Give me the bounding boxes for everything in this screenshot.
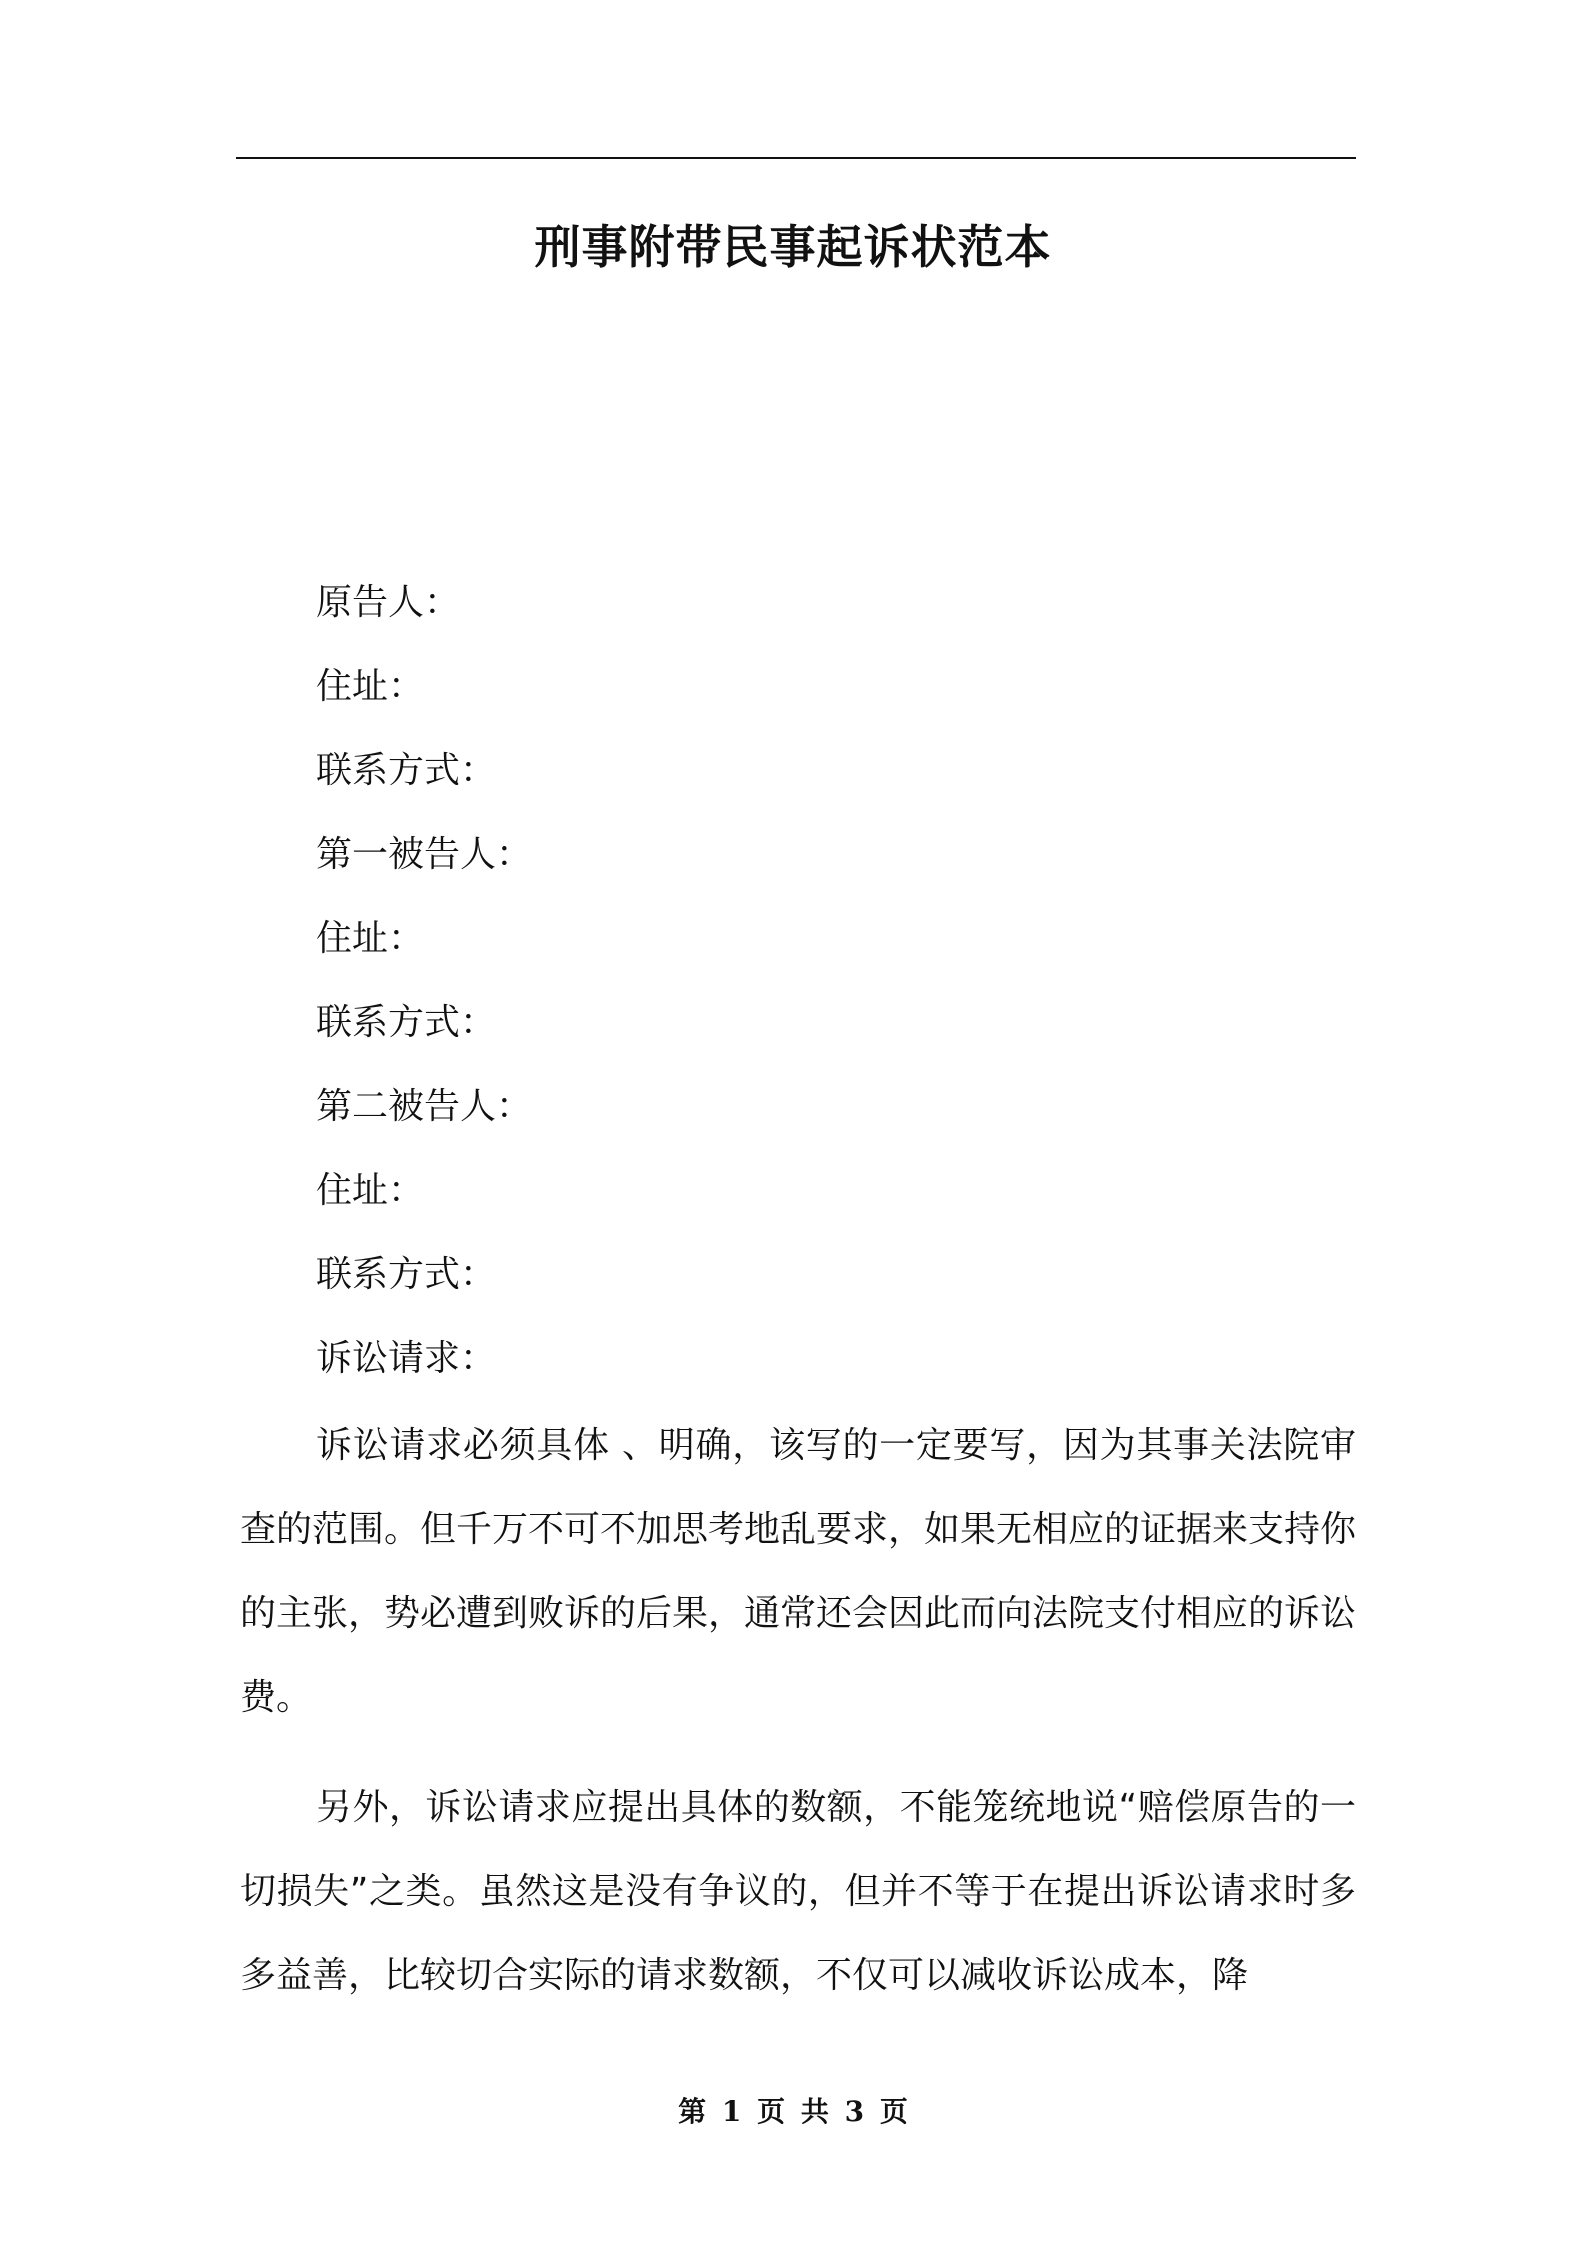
field-first-defendant-contact: 联系方式： [316, 1002, 497, 1043]
field-first-defendant-address: 住址： [316, 918, 425, 959]
body-paragraph: 诉讼请求必须具体 、明确，该写的一定要写，因为其事关法院审查的范围。但千万不可不加思考地乱要求，如果无相应的证据来支持你的主张，势必遭到败诉的后果，通常还会因此而向法院支付相应的诉讼费。 [240, 1425, 1357, 1718]
page-footer: 第 1 页 共 3 页 [678, 2095, 908, 2128]
field-plaintiff-contact: 联系方式： [316, 750, 497, 791]
field-second-defendant-address: 住址： [316, 1170, 425, 1211]
field-plaintiff-address: 住址： [316, 666, 425, 707]
document-body [240, 1404, 1356, 2044]
header-rule [236, 157, 1356, 159]
field-second-defendant: 第二被告人： [316, 1086, 533, 1127]
field-plaintiff: 原告人： [316, 582, 461, 623]
field-claims: 诉讼请求： [316, 1338, 497, 1379]
body-paragraph: 另外，诉讼请求应提出具体的数额，不能笼统地说“赔偿原告的一切损失”之类。虽然这是没有争议的，但并不等于在提出诉讼请求时多多益善，比较切合实际的请求数额，不仅可以减收诉讼成本，降 [240, 1787, 1356, 1996]
field-first-defendant: 第一被告人： [316, 834, 533, 875]
document-title: 刑事附带民事起诉状范本 [534, 220, 1052, 274]
party-fields [316, 570, 1356, 1410]
field-second-defendant-contact: 联系方式： [316, 1254, 497, 1295]
